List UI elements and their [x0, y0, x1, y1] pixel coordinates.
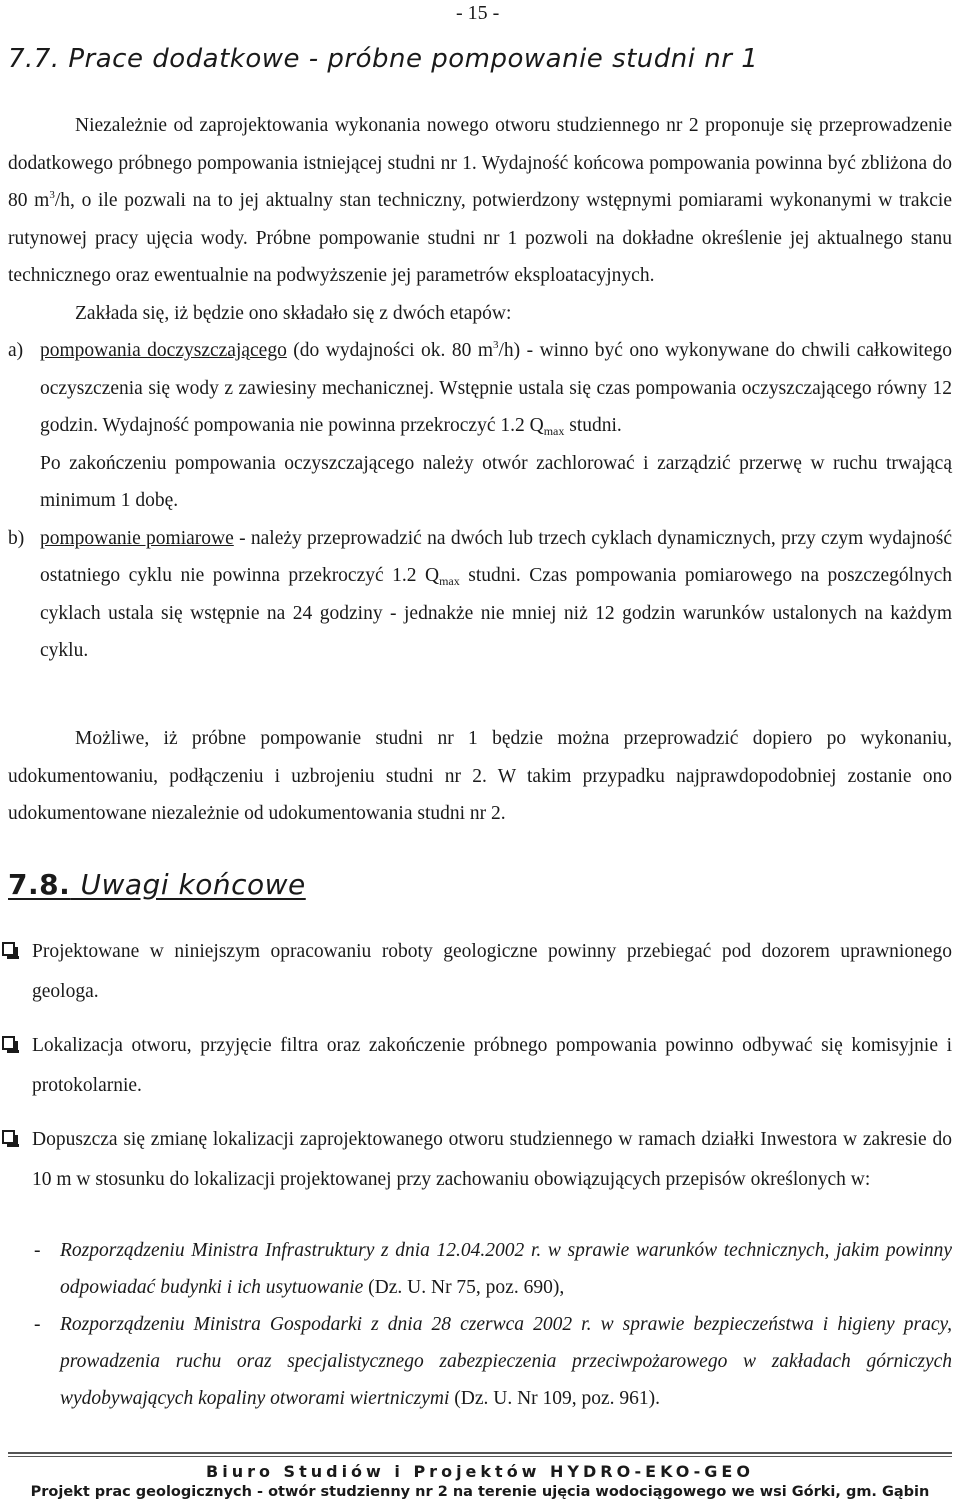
list-item-b	[8, 520, 952, 670]
paragraph-possible	[8, 720, 952, 833]
item-a-text-3: studni.	[564, 415, 622, 436]
paragraph-intro-text-a: Niezależnie od zaprojektowania wykonania nowego otworu studziennego nr 2 proponuje się przeprowadzenie dodatkowego próbnego pompowania istniejącej studni nr 1. Wydajność końcowa pompowania powinna być zbliżona do 80 m	[8, 115, 952, 211]
regulation-2-title: Rozporządzeniu Ministra Gospodarki z dnia 28 czerwca 2002 r. w sprawie bezpieczeństwa i higieny pracy, prowadzenia ruchu oraz specjalistycznego zabezpieczenia przeciwpożarowego w zakładach górniczych wydobywających kopaliny otworami wiertniczymi	[60, 1314, 952, 1409]
regulation-2-ref: (Dz. U. Nr 109, poz. 961).	[449, 1388, 661, 1409]
item-a-text-4: Po zakończeniu pompowania oczyszczającego należy otwór zachlorować i zarządzić przerwę w ruchu trwającą minimum 1 dobę.	[40, 452, 952, 511]
item-b-text-2: studni. Czas pompowania pomiarowego na poszczególnych cyklach ustala się wstępnie na 24 godziny - jednakże nie mniej niż 12 godzin warunków ustalonych na każdym cyklu.	[40, 565, 952, 661]
subscript: max	[543, 424, 565, 438]
section-7-8-body	[0, 932, 952, 1200]
paragraph-intro-text-b: /h, o ile pozwali na to jej aktualny stan techniczny, potwierdzony wstępnymi pomiarami wykonanymi w trakcie rutynowej pracy ujęcia wody. Próbne pompowanie studni nr 1 pozwoli na dokładne określenie jej aktualnego stanu technicznego oraz ewentualnie na podwyższenie jej parametrów eksploatacyjnych.	[8, 190, 953, 286]
paragraph-stages: Zakłada się, iż będzie ono składało się z dwóch etapów:	[75, 302, 512, 324]
footer-divider	[8, 1452, 952, 1454]
superscript: 3	[493, 339, 499, 351]
regulation-1-title: Rozporządzeniu Ministra Infrastruktury z dnia 12.04.2002 r. w sprawie warunków technicznych, jakim powinny odpowiadać budynki i ich usytuowanie	[60, 1240, 952, 1298]
page-number: - 15 -	[456, 2, 500, 24]
paragraph-intro	[8, 107, 952, 295]
list-item-a	[8, 332, 952, 520]
superscript: 3	[49, 189, 55, 201]
list-label-b: b)	[8, 527, 25, 549]
dash-bullet: -	[34, 1240, 41, 1261]
regulation-item	[34, 1306, 952, 1417]
list-label-a: a)	[8, 340, 24, 361]
regulations-list	[34, 1232, 952, 1417]
checkbox-bullet-icon	[2, 1130, 15, 1144]
heading-title: Uwagi końcowe	[80, 868, 306, 901]
item-a-title: pompowania doczyszczającego	[40, 340, 287, 361]
checkbox-bullet-icon	[2, 942, 15, 956]
checkbox-bullet-icon	[2, 1036, 15, 1050]
list-item-text: Dopuszcza się zmianę lokalizacji zaprojektowanego otworu studziennego w ramach działki Inwestora w zakresie do 10 m w stosunku do lokalizacji projektowanej przy zachowaniu obowiązujących przepisów określonych w:	[32, 1129, 952, 1190]
heading-number: 7.8.	[8, 868, 71, 901]
item-a-text-1: (do wydajności ok. 80 m	[286, 340, 493, 361]
regulation-1-ref: (Dz. U. Nr 75, poz. 690),	[363, 1277, 565, 1298]
footer-divider	[8, 1456, 952, 1457]
list-item-text: Projektowane w niniejszym opracowaniu roboty geologiczne powinny przebiegać pod dozorem uprawnionego geologa.	[32, 941, 952, 1002]
item-a-text-2: /h) - winno być ono wykonywane do chwili całkowitego oczyszczenia się wody z zawiesiny mechanicznej. Wstępnie ustala się czas pompowania oczyszczającego równy 12 godzin. Wydajność pompowania nie powinna przekroczyć 1.2 Q	[40, 340, 952, 436]
footer-project: Projekt prac geologicznych - otwór studzienny nr 2 na terenie ujęcia wodociągowego we wsi Górki, gm. Gąbin	[30, 1484, 930, 1500]
section-heading-7-8	[8, 868, 306, 901]
list-item	[0, 932, 952, 1012]
regulation-item	[34, 1232, 952, 1306]
footer-company: Biuro Studiów i Projektów HYDRO-EKO-GEO	[206, 1462, 754, 1481]
item-b-text-1: - należy przeprowadzić na dwóch lub trzech cyklach dynamicznych, przy czym wydajność ostatniego cyklu nie powinna przekroczyć 1.2 Q	[40, 527, 952, 586]
dash-bullet: -	[34, 1314, 41, 1335]
list-item	[0, 1120, 952, 1200]
paragraph-possible-text: Możliwe, iż próbne pompowanie studni nr 1 będzie można przeprowadzić dopiero po wykonaniu, udokumentowaniu, podłączeniu i uzbrojeniu studni nr 2. W takim przypadku najprawdopodobniej zostanie ono udokumentowane niezależnie od udokumentowania studni nr 2.	[8, 728, 952, 824]
section-7-7-body	[8, 107, 952, 670]
subscript: max	[439, 574, 460, 588]
list-item	[0, 1026, 952, 1106]
item-b-title: pompowanie pomiarowe	[40, 527, 234, 549]
section-heading-7-7: 7.7. Prace dodatkowe - próbne pompowanie studni nr 1	[8, 44, 759, 74]
list-item-text: Lokalizacja otworu, przyjęcie filtra oraz zakończenie próbnego pompowania powinno odbywać się komisyjnie i protokolarnie.	[32, 1035, 952, 1096]
